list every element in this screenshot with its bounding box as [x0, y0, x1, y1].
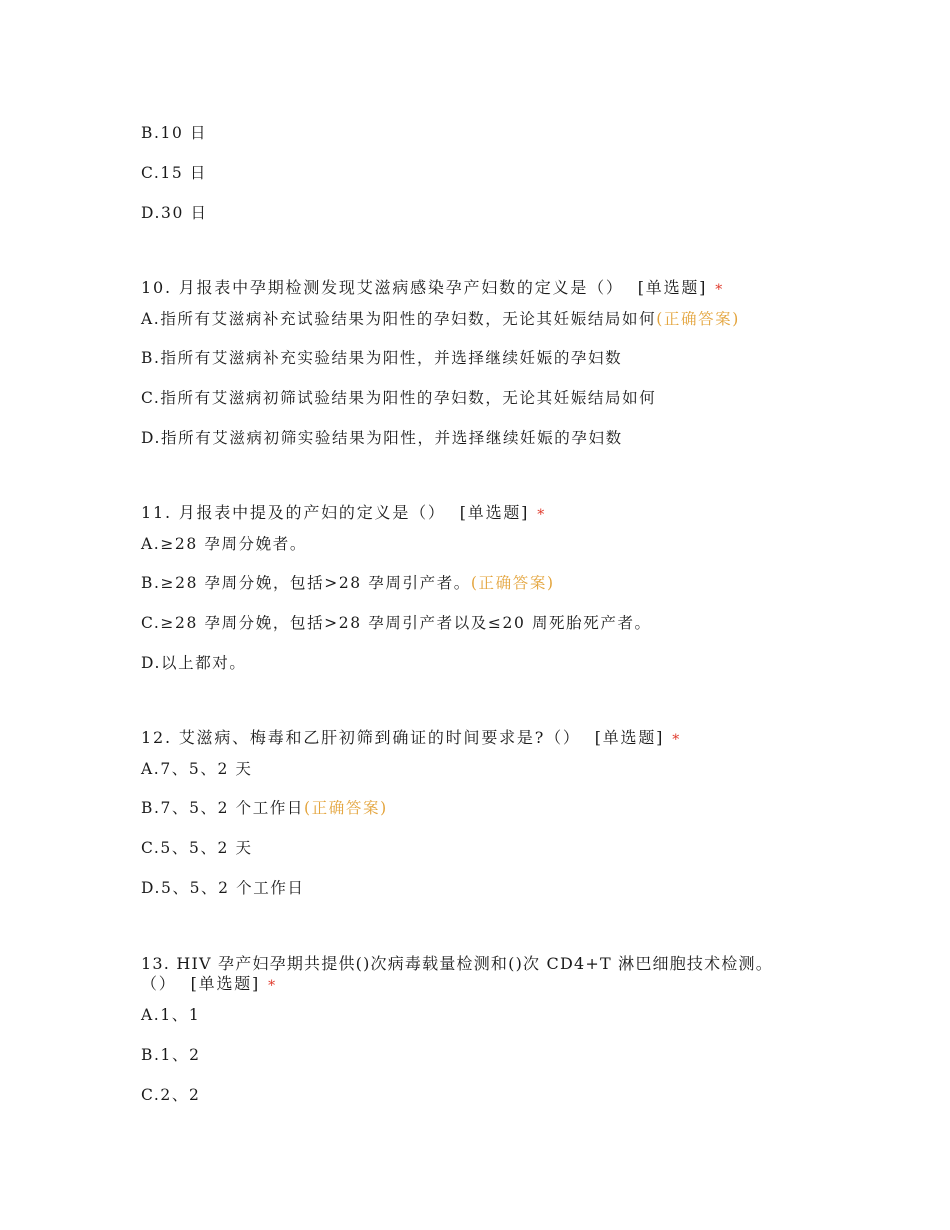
- question-text: 11. 月报表中提及的产妇的定义是（）: [141, 503, 446, 522]
- question-type: [单选题]: [190, 974, 261, 993]
- question-10-title: [141, 278, 724, 299]
- question-text: 12. 艾滋病、梅毒和乙肝初筛到确证的时间要求是?（）: [141, 728, 581, 747]
- q13-option-a: A.1、1: [141, 1006, 201, 1024]
- q12-option-a: A.7、5、2 天: [141, 760, 253, 778]
- q12-option-c: C.5、5、2 天: [141, 839, 253, 857]
- q13-option-c: C.2、2: [141, 1086, 201, 1104]
- required-star: *: [268, 978, 277, 994]
- question-13-title-line2: [141, 974, 277, 995]
- q11-option-c: C.≥28 孕周分娩，包括>28 孕周引产者以及≤20 周死胎死产者。: [141, 614, 652, 632]
- required-star: *: [672, 732, 682, 748]
- option-text: A.指所有艾滋病补充试验结果为阳性的孕妇数，无论其妊娠结局如何: [141, 310, 657, 328]
- required-star: *: [537, 507, 547, 523]
- q13-option-b: B.1、2: [141, 1046, 201, 1064]
- question-type: [单选题]: [637, 278, 708, 297]
- correct-answer-label: (正确答案): [470, 574, 555, 592]
- option-d: D.30 日: [141, 204, 208, 222]
- option-text: B.7、5、2 个工作日: [141, 799, 305, 817]
- q12-option-b: [141, 798, 388, 818]
- question-13-title: [141, 954, 773, 974]
- q11-option-b: [141, 573, 555, 593]
- q12-option-d: D.5、5、2 个工作日: [141, 879, 305, 897]
- correct-answer-label: (正确答案): [656, 310, 740, 328]
- question-type: [单选题]: [459, 503, 530, 522]
- option-b: B.10 日: [141, 124, 208, 142]
- q10-option-b: B.指所有艾滋病补充实验结果为阳性，并选择继续妊娠的孕妇数: [141, 349, 623, 367]
- question-text: 10. 月报表中孕期检测发现艾滋病感染孕产妇数的定义是（）: [141, 278, 624, 297]
- required-star: *: [715, 282, 725, 298]
- q10-option-a: [141, 309, 740, 329]
- question-text: （）: [141, 974, 177, 993]
- q10-option-d: D.指所有艾滋病初筛实验结果为阳性，并选择继续妊娠的孕妇数: [141, 429, 623, 447]
- q11-option-a: A.≥28 孕周分娩者。: [141, 535, 307, 553]
- option-c: C.15 日: [141, 164, 207, 182]
- question-11-title: [141, 503, 546, 524]
- option-text: B.≥28 孕周分娩，包括>28 孕周引产者。: [141, 574, 471, 592]
- correct-answer-label: (正确答案): [304, 799, 388, 817]
- q10-option-c: C.指所有艾滋病初筛试验结果为阳性的孕妇数，无论其妊娠结局如何: [141, 389, 657, 407]
- question-12-title: [141, 728, 681, 749]
- question-text: 13. HIV 孕产妇孕期共提供()次病毒载量检测和()次 CD4+T 淋巴细胞技术检测。: [141, 954, 773, 973]
- q11-option-d: D.以上都对。: [141, 654, 247, 672]
- question-type: [单选题]: [594, 728, 665, 747]
